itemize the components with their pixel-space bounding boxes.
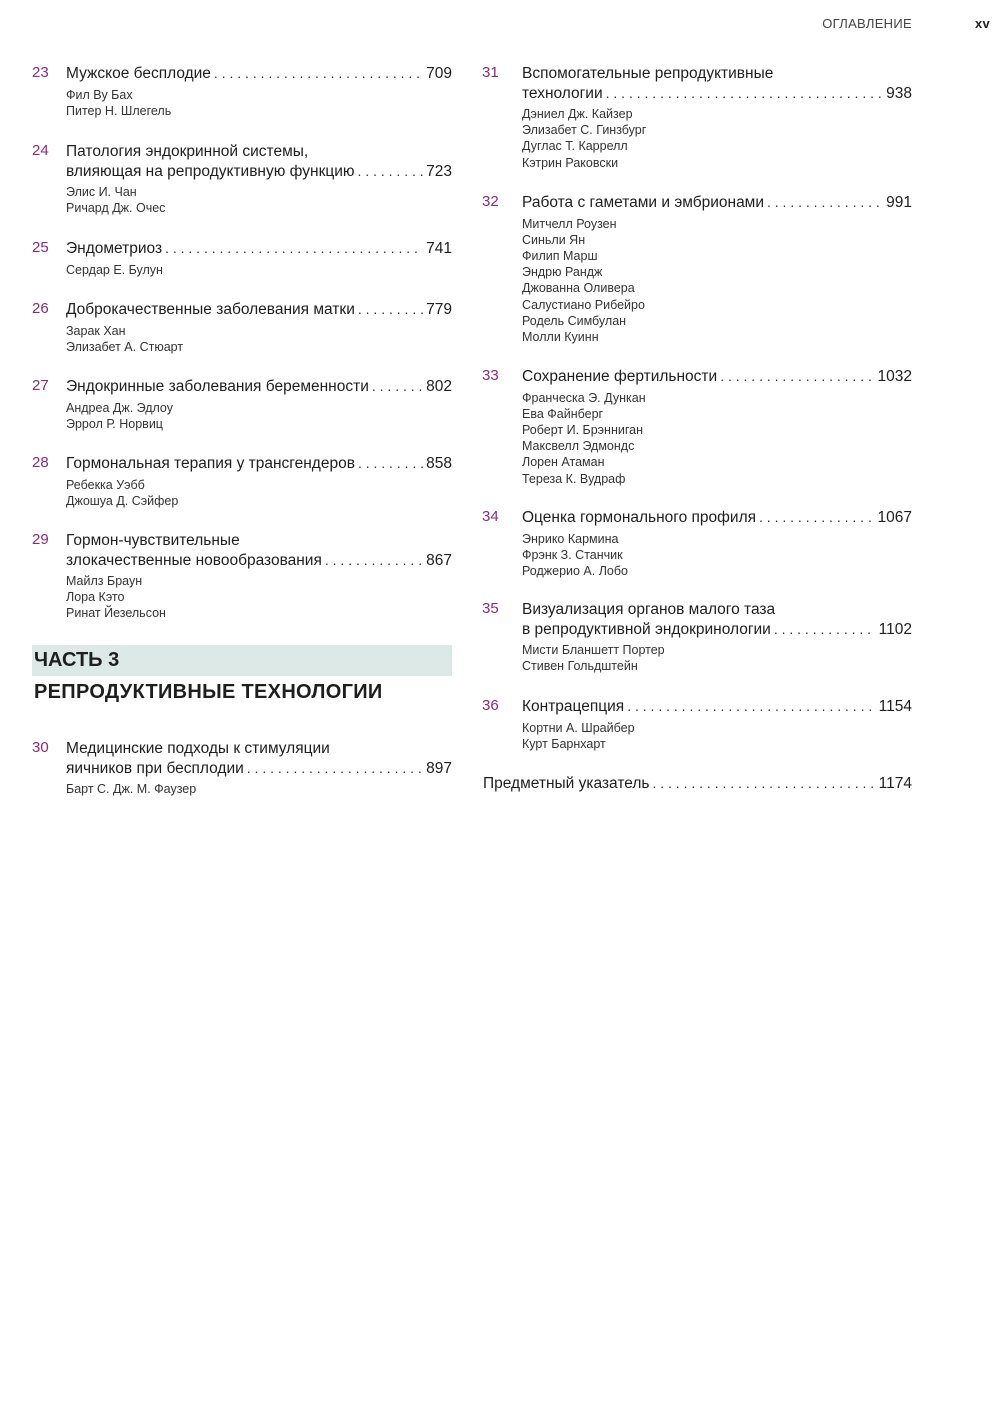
author: Лорен Атаман [522, 455, 605, 470]
author-list [66, 87, 452, 119]
chapter-page: 723 [426, 162, 452, 180]
author: Кэтрин Раковски [522, 155, 619, 170]
running-header [822, 16, 990, 31]
toc-entry[interactable] [32, 142, 452, 216]
toc-entry[interactable] [482, 64, 912, 171]
chapter-number: 35 [482, 600, 499, 617]
chapter-page: 1102 [878, 620, 912, 638]
author-list [66, 262, 452, 278]
author: Ричард Дж. Очес [66, 201, 166, 216]
author-list [522, 106, 912, 171]
leader-dots [606, 84, 884, 104]
chapter-number: 32 [482, 193, 499, 210]
chapter-number: 36 [482, 697, 499, 714]
author: Филип Марш [522, 248, 598, 263]
chapter-title: влияющая на репродуктивную функцию [66, 162, 355, 180]
chapter-number: 24 [32, 142, 49, 159]
chapter-page: 858 [426, 455, 452, 472]
chapter-number: 31 [482, 64, 499, 81]
leader-dots [358, 454, 423, 474]
author: Элизабет С. Гинзбург [522, 123, 647, 138]
author: Роберт И. Брэнниган [522, 422, 643, 437]
chapter-title: в репродуктивной эндокринологии [522, 620, 771, 638]
author: Кортни А. Шрайбер [522, 720, 635, 735]
author: Ева Файнберг [522, 406, 604, 421]
author: Эндрю Рандж [522, 265, 603, 280]
author: Энрико Кармина [522, 531, 619, 546]
chapter-title: Контрацепция [522, 698, 625, 715]
leader-dots [325, 551, 423, 571]
part-title: РЕПРОДУКТИВНЫЕ ТЕХНОЛОГИИ [34, 681, 383, 703]
author: Дэниел Дж. Кайзер [522, 107, 633, 121]
chapter-title: Медицинские подходы к стимуляции [66, 740, 330, 757]
chapter-title: технологии [522, 84, 603, 102]
author: Стивен Гольдштейн [522, 659, 638, 674]
author: Синьли Ян [522, 232, 586, 247]
chapter-page: 897 [426, 759, 452, 777]
author: Молли Куинн [522, 329, 599, 344]
page-number: xv [974, 16, 990, 31]
chapter-page: 991 [886, 194, 912, 211]
author-list [66, 477, 452, 509]
chapter-number: 33 [482, 367, 499, 384]
author: Курт Барнхарт [522, 736, 606, 751]
author-list [522, 390, 912, 487]
author: Сердар Е. Булун [66, 262, 163, 277]
leader-dots [372, 377, 423, 397]
chapter-page: 1067 [877, 509, 912, 526]
chapter-page: 867 [426, 551, 452, 569]
author: Родель Симбулан [522, 313, 627, 328]
author: Барт С. Дж. М. Фаузер [66, 782, 197, 796]
author: Фил Ву Бах [66, 87, 133, 102]
chapter-number: 25 [32, 239, 49, 256]
author: Фрэнк З. Станчик [522, 547, 623, 562]
index-title: Предметный указатель [483, 775, 650, 792]
chapter-title: Эндометриоз [66, 240, 163, 257]
chapter-title: Эндокринные заболевания беременности [66, 378, 369, 395]
chapter-title: яичников при бесплодии [66, 759, 244, 777]
leader-dots [652, 774, 875, 794]
leader-dots [165, 239, 423, 259]
leader-dots [720, 367, 874, 387]
chapter-title: Мужское бесплодие [66, 65, 211, 82]
chapter-title: Работа с гаметами и эмбрионами [522, 194, 764, 211]
chapter-page: 779 [426, 301, 452, 318]
chapter-title: Гормональная терапия у трансгендеров [66, 455, 355, 472]
chapter-page: 709 [426, 65, 452, 82]
chapter-title: Сохранение фертильности [522, 368, 718, 385]
leader-dots [759, 508, 874, 528]
author: Джованна Оливера [522, 281, 635, 296]
leader-dots [214, 64, 423, 84]
chapter-number: 23 [32, 64, 49, 81]
leader-dots [358, 162, 424, 182]
chapter-number: 29 [32, 531, 49, 548]
chapter-title: Гормон-чувствительные [66, 532, 240, 549]
chapter-number: 27 [32, 377, 49, 394]
chapter-title: злокачественные новообразования [66, 551, 322, 569]
author: Максвелл Эдмондс [522, 439, 635, 454]
author: Дуглас Т. Каррелл [522, 139, 628, 154]
author: Ринат Йезельсон [66, 606, 166, 621]
author: Тереза К. Вудраф [522, 471, 626, 486]
author-list [66, 573, 452, 622]
chapter-page: 741 [426, 240, 452, 257]
author: Франческа Э. Дункан [522, 390, 646, 405]
chapter-number: 34 [482, 508, 499, 525]
author: Роджерио А. Лобо [522, 563, 628, 578]
author: Элис И. Чан [66, 185, 137, 199]
leader-dots [774, 620, 876, 640]
author: Лора Кэто [66, 590, 125, 605]
chapter-page: 938 [886, 84, 912, 102]
index-page: 1174 [878, 775, 912, 792]
author: Андреа Дж. Эдлоу [66, 400, 173, 415]
toc-entry[interactable] [32, 300, 452, 355]
toc-entry[interactable] [482, 193, 912, 345]
author: Ребекка Уэбб [66, 477, 145, 492]
toc-entry[interactable] [482, 600, 912, 674]
author-list [522, 216, 912, 346]
author: Мисти Бланшетт Портер [522, 643, 665, 657]
leader-dots [358, 300, 423, 320]
index-entry[interactable] [483, 774, 912, 794]
chapter-number: 28 [32, 454, 49, 471]
toc-entry[interactable] [32, 64, 452, 119]
author-list [522, 642, 912, 674]
toc-entry[interactable] [482, 508, 912, 579]
chapter-number: 26 [32, 300, 49, 317]
leader-dots [767, 193, 883, 213]
chapter-title: Доброкачественные заболевания матки [66, 301, 355, 318]
author-list [66, 781, 452, 797]
author: Митчелл Роузен [522, 216, 617, 231]
author: Зарак Хан [66, 323, 126, 338]
chapter-title: Визуализация органов малого таза [522, 601, 776, 618]
author-list [522, 720, 912, 752]
toc-entry[interactable] [32, 454, 452, 509]
chapter-title: Патология эндокринной системы, [66, 143, 309, 160]
section-title: ОГЛАВЛЕНИЕ [822, 16, 912, 31]
author: Элизабет А. Стюарт [66, 339, 184, 354]
chapter-page: 1154 [878, 698, 912, 715]
toc-entry[interactable] [482, 697, 912, 752]
chapter-title: Оценка гормонального профиля [522, 509, 757, 526]
part-label: ЧАСТЬ 3 [34, 649, 120, 671]
toc-entry[interactable] [32, 377, 452, 432]
author-list [66, 184, 452, 216]
toc-entry[interactable] [32, 239, 452, 278]
author: Майлз Браун [66, 574, 143, 588]
author: Питер Н. Шлегель [66, 103, 172, 118]
author-list [66, 400, 452, 432]
author: Эррол Р. Норвиц [66, 416, 163, 431]
chapter-page: 802 [426, 378, 452, 395]
chapter-page: 1032 [877, 368, 912, 385]
toc-entry[interactable] [482, 367, 912, 487]
leader-dots [247, 759, 423, 779]
author-list [66, 323, 452, 355]
toc-entry[interactable] [32, 531, 452, 622]
chapter-number: 30 [32, 739, 49, 756]
author: Салустиано Рибейро [522, 297, 645, 312]
chapter-title: Вспомогательные репродуктивные [522, 65, 774, 82]
leader-dots [627, 697, 875, 717]
author: Джошуа Д. Сэйфер [66, 493, 179, 508]
author-list [522, 531, 912, 580]
toc-entry[interactable] [32, 739, 452, 797]
